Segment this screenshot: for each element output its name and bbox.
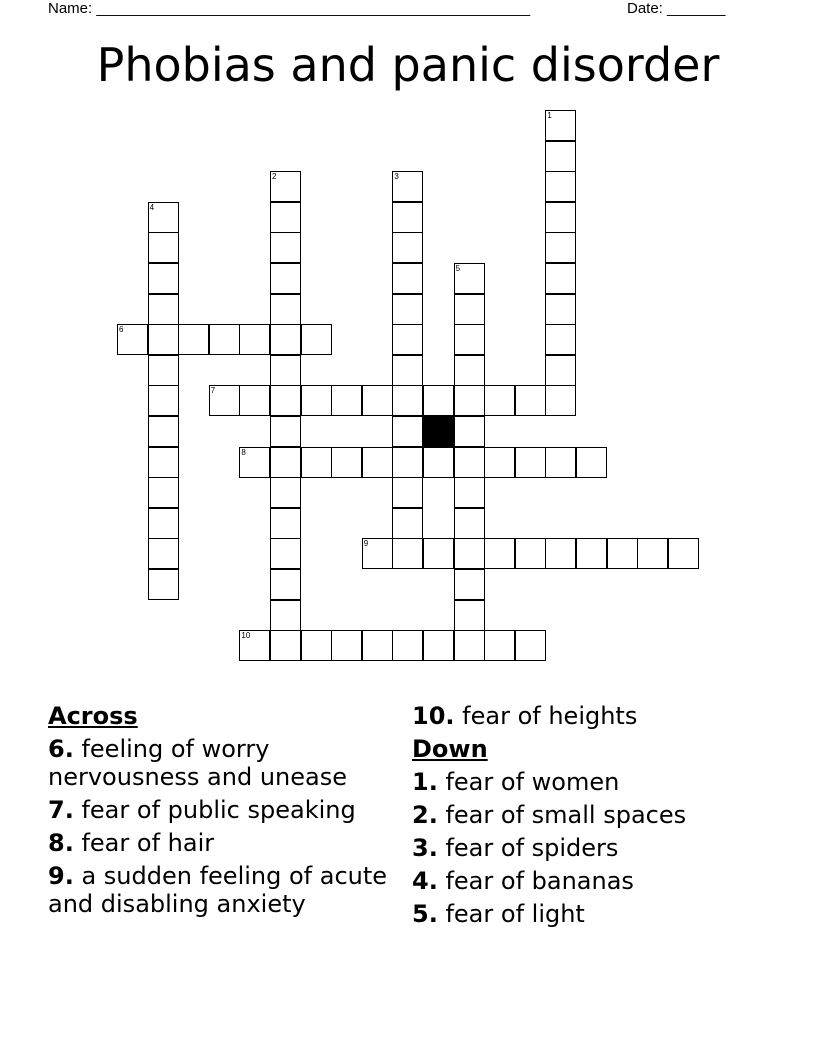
- crossword-cell[interactable]: [148, 232, 179, 263]
- crossword-cell[interactable]: [392, 232, 423, 263]
- crossword-cell[interactable]: [515, 630, 546, 661]
- clue-text: fear of bananas: [445, 867, 634, 895]
- clue-text: a sudden feeling of acute and disabling anxiety: [48, 862, 388, 918]
- crossword-cell[interactable]: [270, 171, 301, 202]
- crossword-cell[interactable]: [545, 294, 576, 325]
- crossword-cell[interactable]: [148, 263, 179, 294]
- crossword-cell[interactable]: [454, 385, 485, 416]
- crossword-cell[interactable]: [301, 447, 332, 478]
- crossword-cell[interactable]: [270, 538, 301, 569]
- crossword-cell[interactable]: [239, 324, 270, 355]
- clue-text: fear of public speaking: [81, 796, 356, 824]
- crossword-cell[interactable]: [392, 171, 423, 202]
- clue-text: fear of light: [445, 900, 585, 928]
- crossword-cell[interactable]: [545, 447, 576, 478]
- crossword-cell[interactable]: [607, 538, 638, 569]
- crossword-cell[interactable]: [362, 538, 393, 569]
- crossword-cell[interactable]: [454, 538, 485, 569]
- clue-number: 4.: [412, 867, 438, 895]
- crossword-cell[interactable]: [392, 538, 423, 569]
- clue-down-3: [412, 834, 792, 862]
- crossword-cell[interactable]: [148, 569, 179, 600]
- crossword-cell[interactable]: [270, 294, 301, 325]
- clue-text: fear of heights: [462, 702, 638, 730]
- clue-number-label: 3: [394, 172, 399, 182]
- clue-across-9: [48, 862, 408, 918]
- clue-number: 1.: [412, 768, 438, 796]
- crossword-cell[interactable]: [423, 538, 454, 569]
- clue-number-label: 10: [241, 631, 251, 641]
- crossword-cell[interactable]: [178, 324, 209, 355]
- crossword-cell[interactable]: [148, 355, 179, 386]
- clue-down-1: [412, 768, 792, 796]
- clue-down-5: [412, 900, 792, 928]
- crossword-cell[interactable]: [392, 508, 423, 539]
- clue-number: 9.: [48, 862, 74, 890]
- crossword-cell[interactable]: [545, 538, 576, 569]
- clue-text: fear of women: [445, 768, 620, 796]
- crossword-cell[interactable]: [239, 447, 270, 478]
- crossword-cell[interactable]: [331, 630, 362, 661]
- crossword-cell[interactable]: [392, 416, 423, 447]
- crossword-cell[interactable]: [545, 263, 576, 294]
- crossword-cell[interactable]: [148, 508, 179, 539]
- crossword-cell[interactable]: [454, 508, 485, 539]
- clue-number: 7.: [48, 796, 74, 824]
- crossword-cell[interactable]: [576, 447, 607, 478]
- crossword-cell[interactable]: [148, 202, 179, 233]
- crossword-cell[interactable]: [270, 232, 301, 263]
- clue-text: fear of spiders: [445, 834, 619, 862]
- clue-number-label: 6: [119, 325, 124, 335]
- crossword-cell[interactable]: [576, 538, 607, 569]
- crossword-cell[interactable]: [545, 355, 576, 386]
- crossword-cell[interactable]: [484, 630, 515, 661]
- clue-text: feeling of worry nervousness and unease: [48, 735, 348, 791]
- crossword-cell[interactable]: [484, 447, 515, 478]
- clue-number-label: 8: [241, 447, 246, 457]
- clue-number-label: 4: [149, 202, 155, 212]
- crossword-cell[interactable]: [239, 630, 270, 661]
- clue-number-label: 9: [363, 539, 369, 549]
- down-heading: Down: [412, 735, 488, 763]
- clue-number: 6.: [48, 735, 74, 763]
- across-heading: Across: [48, 702, 138, 730]
- page-title: Phobias and panic disorder: [96, 38, 720, 92]
- crossword-cell[interactable]: [454, 294, 485, 325]
- clue-text: fear of small spaces: [445, 801, 687, 829]
- clue-text: fear of hair: [81, 829, 215, 857]
- crossword-cell[interactable]: [270, 569, 301, 600]
- clue-across-8: [48, 829, 408, 857]
- blocked-cell: [423, 416, 454, 447]
- clue-down-2: [412, 801, 792, 829]
- clue-number-label: 7: [210, 386, 216, 396]
- crossword-cell[interactable]: [148, 294, 179, 325]
- clue-number: 8.: [48, 829, 74, 857]
- crossword-cell[interactable]: [362, 630, 393, 661]
- clues-left-column: [48, 702, 408, 923]
- crossword-cell[interactable]: [423, 385, 454, 416]
- clue-across-6: [48, 735, 408, 791]
- crossword-cell[interactable]: [545, 202, 576, 233]
- crossword-cell[interactable]: [454, 447, 485, 478]
- clue-down-4: [412, 867, 792, 895]
- crossword-cell[interactable]: [454, 477, 485, 508]
- crossword-cell[interactable]: [270, 416, 301, 447]
- crossword-cell[interactable]: [454, 630, 485, 661]
- crossword-cell[interactable]: [209, 324, 240, 355]
- crossword-cell[interactable]: [331, 447, 362, 478]
- crossword-cell[interactable]: [423, 447, 454, 478]
- crossword-cell[interactable]: [270, 630, 301, 661]
- crossword-cell[interactable]: [392, 477, 423, 508]
- clue-across-10: [412, 702, 792, 730]
- crossword-cell[interactable]: [148, 416, 179, 447]
- crossword-cell[interactable]: [148, 538, 179, 569]
- crossword-cell[interactable]: [117, 324, 148, 355]
- crossword-cell[interactable]: [668, 538, 699, 569]
- crossword-cell[interactable]: [454, 569, 485, 600]
- clue-number: 3.: [412, 834, 438, 862]
- crossword-cell[interactable]: [270, 385, 301, 416]
- crossword-cell[interactable]: [270, 355, 301, 386]
- crossword-cell[interactable]: [423, 630, 454, 661]
- crossword-cell[interactable]: [270, 202, 301, 233]
- clue-across-7: [48, 796, 408, 824]
- crossword-cell[interactable]: [454, 263, 485, 294]
- crossword-cell[interactable]: [545, 232, 576, 263]
- crossword-cell[interactable]: [392, 202, 423, 233]
- crossword-cell[interactable]: [392, 324, 423, 355]
- crossword-cell[interactable]: [392, 630, 423, 661]
- clue-number: 2.: [412, 801, 438, 829]
- date-field-line: Date: _______: [627, 0, 726, 17]
- crossword-cell[interactable]: [209, 385, 240, 416]
- crossword-cell[interactable]: [392, 385, 423, 416]
- crossword-cell[interactable]: [392, 355, 423, 386]
- crossword-cell[interactable]: [270, 508, 301, 539]
- crossword-cell[interactable]: [392, 294, 423, 325]
- crossword-cell[interactable]: [301, 324, 332, 355]
- crossword-cell[interactable]: [148, 385, 179, 416]
- crossword-cell[interactable]: [637, 538, 668, 569]
- clue-number-label: 5: [455, 264, 461, 273]
- crossword-cell[interactable]: [545, 385, 576, 416]
- crossword-cell[interactable]: [454, 324, 485, 355]
- crossword-cell[interactable]: [239, 385, 270, 416]
- crossword-cell[interactable]: [301, 630, 332, 661]
- crossword-cell[interactable]: [484, 385, 515, 416]
- crossword-cell[interactable]: [362, 447, 393, 478]
- crossword-cell[interactable]: [484, 538, 515, 569]
- clue-number: 10.: [412, 702, 455, 730]
- crossword-cell[interactable]: [454, 600, 485, 631]
- crossword-cell[interactable]: [331, 385, 362, 416]
- crossword-cell[interactable]: [545, 110, 576, 141]
- crossword-cell[interactable]: [301, 385, 332, 416]
- crossword-cell[interactable]: [270, 600, 301, 631]
- crossword-cell[interactable]: [270, 324, 301, 355]
- crossword-cell[interactable]: [270, 263, 301, 294]
- crossword-cell[interactable]: [392, 447, 423, 478]
- crossword-cell[interactable]: [515, 447, 546, 478]
- crossword-cell[interactable]: [515, 538, 546, 569]
- clues-right-column: [412, 702, 792, 933]
- clue-number-label: 2: [272, 172, 277, 182]
- crossword-cell[interactable]: [148, 447, 179, 478]
- crossword-cell[interactable]: [270, 447, 301, 478]
- crossword-cell[interactable]: [545, 171, 576, 202]
- crossword-cell[interactable]: [392, 263, 423, 294]
- crossword-cell[interactable]: [545, 324, 576, 355]
- crossword-cell[interactable]: [362, 385, 393, 416]
- crossword-cell[interactable]: [148, 477, 179, 508]
- clue-number: 5.: [412, 900, 438, 928]
- crossword-cell[interactable]: [515, 385, 546, 416]
- crossword-cell[interactable]: [148, 324, 179, 355]
- crossword-cell[interactable]: [545, 141, 576, 172]
- name-field-line: Name: ____________________________________________________: [48, 0, 531, 17]
- crossword-cell[interactable]: [270, 477, 301, 508]
- crossword-cell[interactable]: [454, 355, 485, 386]
- crossword-cell[interactable]: [454, 416, 485, 447]
- clue-number-label: 1: [547, 111, 552, 120]
